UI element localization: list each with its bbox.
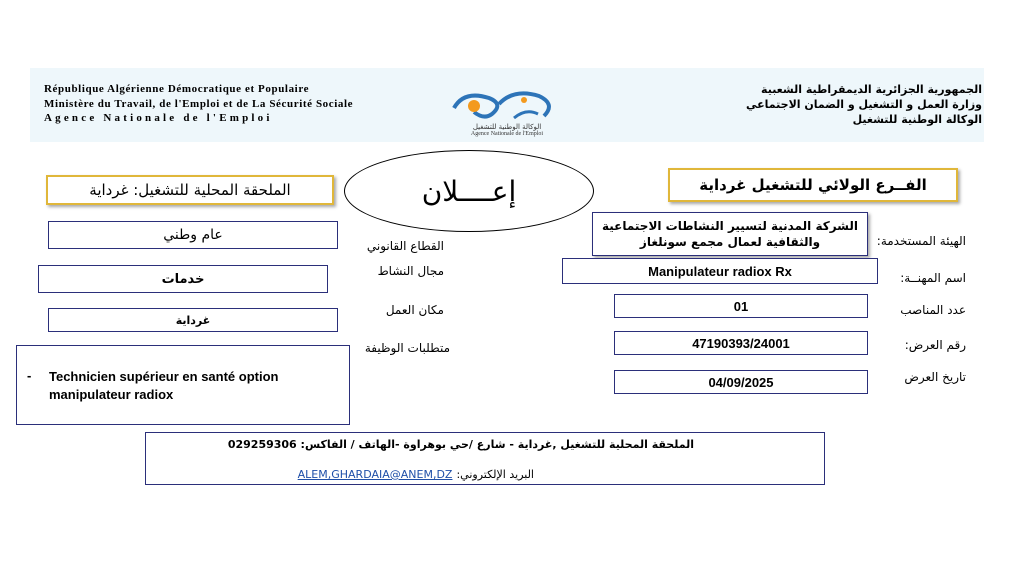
employer-label: الهيئة المستخدمة: xyxy=(876,234,966,248)
legal-sector-label: القطاع القانوني xyxy=(366,239,444,253)
footer-email-label: البريد الإلكتروني: xyxy=(456,468,534,481)
offer-date-value: 04/09/2025 xyxy=(614,370,868,394)
offer-number-label: رقم العرض: xyxy=(904,338,966,352)
footer-email-link[interactable]: ALEM,GHARDAIA@ANEM,DZ xyxy=(297,468,453,481)
announcement-title: إعــــلان xyxy=(344,150,594,232)
activity-value: خدمات xyxy=(38,265,328,293)
local-office-box: الملحقة المحلية للتشغيل: غرداية xyxy=(46,175,334,205)
activity-label: مجال النشاط xyxy=(377,264,444,278)
footer-contact-box xyxy=(145,432,825,485)
workplace-value: غرداية xyxy=(48,308,338,332)
legal-sector-value: عام وطني xyxy=(48,221,338,249)
logo-text-ar: الوكالة الوطنية للتشغيل xyxy=(472,123,542,131)
header-fr-line1: République Algérienne Démocratique et Populaire xyxy=(44,83,310,95)
header-fr-line3: Agence Nationale de l'Emploi xyxy=(44,112,273,124)
footer-address: الملحقة المحلية للتشغيل ,غرداية - شارع /حي بوهراوة -الهاتف / الفاكس: 029259306 xyxy=(227,438,694,451)
profession-value: Manipulateur radiox Rx xyxy=(562,258,878,284)
employer-value: الشركة المدنية لتسيير النشاطات الاجتماعية والثقافية لعمال مجمع سونلغاز xyxy=(592,212,868,256)
offer-date-label: تاريخ العرض xyxy=(904,370,966,384)
requirements-value: Technicien supérieur en santé option manipulateur radiox xyxy=(49,369,279,402)
requirements-bullet: - xyxy=(27,368,32,383)
positions-label: عدد المناصب xyxy=(900,303,966,317)
header-ar-line3: الوكالة الوطنية للتشغيل xyxy=(852,113,982,126)
requirements-box xyxy=(16,345,350,425)
branch-office-box: الفــرع الولائي للتشغيل غرداية xyxy=(668,168,958,202)
footer-email-line xyxy=(298,468,534,481)
header-ar-line1: الجمهورية الجزائرية الديمقراطية الشعبية xyxy=(761,83,982,96)
profession-label: اسم المهنــة: xyxy=(900,271,966,285)
header-fr-line2: Ministère du Travail, de l'Emploi et de La Sécurité Sociale xyxy=(44,98,354,110)
header-ar-line2: وزارة العمل و التشغيل و الضمان الاجتماعي xyxy=(746,98,982,111)
workplace-label: مكان العمل xyxy=(385,303,444,317)
positions-value: 01 xyxy=(614,294,868,318)
logo-text-fr: Agence Nationale de l'Emploi xyxy=(470,131,544,137)
offer-number-value: 47190393/24001 xyxy=(614,331,868,355)
requirements-label: متطلبات الوظيفة xyxy=(364,341,450,355)
